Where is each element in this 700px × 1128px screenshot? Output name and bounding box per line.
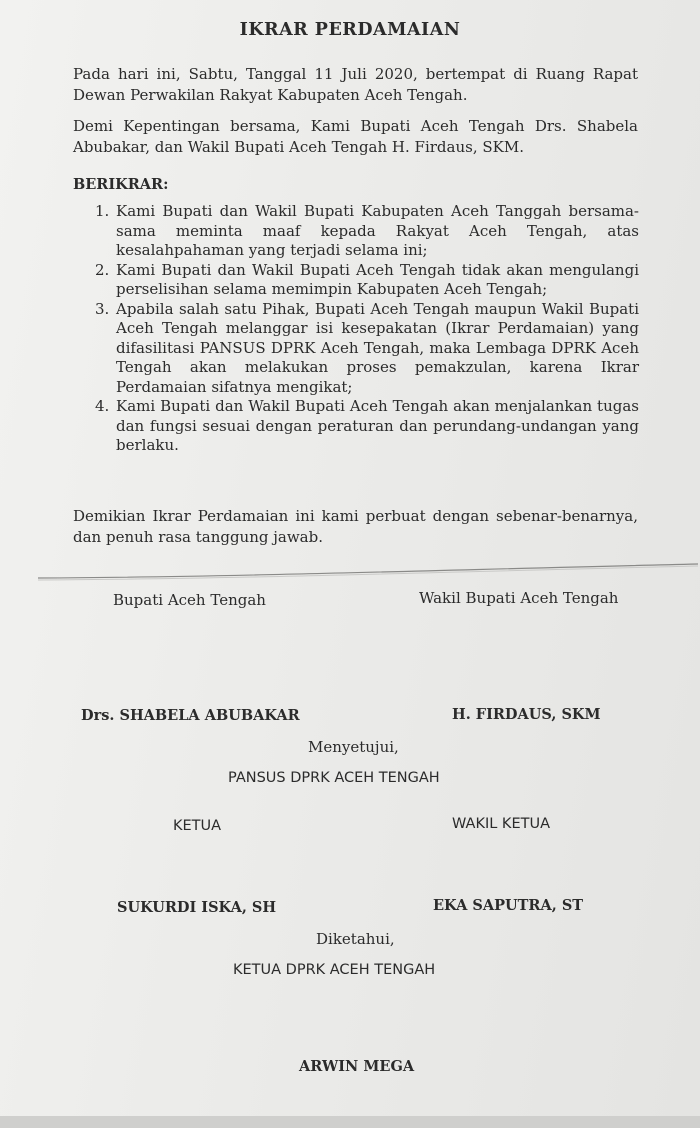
list-item: 1. Kami Bupati dan Wakil Bupati Kabupaten Aceh Tanggah bersama-sama meminta maaf kepada Rakyat Aceh Tengah, atas kesalahpahaman yang terjadi selama ini;: [95, 202, 639, 259]
wakil-bupati-name: H. FIRDAUS, SKM: [452, 706, 601, 723]
bupati-title: Bupati Aceh Tengah: [113, 591, 266, 609]
wakil-bupati-title: Wakil Bupati Aceh Tengah: [419, 589, 619, 607]
purpose-paragraph: Demi Kepentingan bersama, Kami Bupati Aceh Tengah Drs. Shabela Abubakar, dan Wakil Bupati Aceh Tengah H. Firdaus, SKM.: [73, 117, 638, 156]
paper-fold-line: [38, 562, 698, 586]
wakil-ketua-title: WAKIL KETUA: [452, 816, 550, 832]
declaration-list: [73, 202, 639, 456]
dprk-chair-name: ARWIN MEGA: [299, 1058, 415, 1075]
ketua-title: KETUA: [173, 818, 222, 834]
list-item-text: Kami Bupati dan Wakil Bupati Aceh Tengah akan menjalankan tugas dan fungsi sesuai dengan peraturan dan perundang-undangan yang berlaku.: [116, 397, 639, 454]
list-item: 4. Kami Bupati dan Wakil Bupati Aceh Tengah akan menjalankan tugas dan fungsi sesuai dengan peraturan dan perundang-undangan yang berlaku.: [95, 397, 639, 454]
acknowledged-label: Diketahui,: [316, 930, 395, 948]
page-edge: [0, 1116, 700, 1128]
list-item-text: Kami Bupati dan Wakil Bupati Kabupaten Aceh Tanggah bersama-sama meminta maaf kepada Rakyat Aceh Tengah, atas kesalahpahaman yang terjadi selama ini;: [116, 202, 639, 259]
dprk-chair-title: KETUA DPRK ACEH TENGAH: [233, 962, 436, 978]
opening-paragraph: Pada hari ini, Sabtu, Tanggal 11 Juli 2020, bertempat di Ruang Rapat Dewan Perwakilan Rakyat Kabupaten Aceh Tengah.: [73, 65, 638, 104]
list-item-text: Apabila salah satu Pihak, Bupati Aceh Tengah maupun Wakil Bupati Aceh Tengah melanggar isi kesepakatan (Ikrar Perdamaian) yang difasilitasi PANSUS DPRK Aceh Tengah, maka Lembaga DPRK Aceh Tengah akan melakukan proses pemakzulan, karena Ikrar Perdamaian sifatnya mengikat;: [116, 299, 639, 396]
list-item-text: Kami Bupati dan Wakil Bupati Aceh Tengah tidak akan mengulangi perselisihan selama memimpin Kabupaten Aceh Tengah;: [116, 260, 639, 298]
wakil-ketua-name: EKA SAPUTRA, ST: [433, 897, 584, 914]
approved-label: Menyetujui,: [308, 738, 399, 756]
declaration-label: BERIKRAR:: [73, 176, 169, 193]
pansus-title: PANSUS DPRK ACEH TENGAH: [228, 770, 440, 786]
list-item: 2. Kami Bupati dan Wakil Bupati Aceh Tengah tidak akan mengulangi perselisihan selama memimpin Kabupaten Aceh Tengah;: [95, 260, 639, 298]
closing-paragraph: Demikian Ikrar Perdamaian ini kami perbuat dengan sebenar-benarnya, dan penuh rasa tanggung jawab.: [73, 507, 638, 546]
list-item: 3. Apabila salah satu Pihak, Bupati Aceh Tengah maupun Wakil Bupati Aceh Tengah melanggar isi kesepakatan (Ikrar Perdamaian) yang difasilitasi PANSUS DPRK Aceh Tengah, maka Lembaga DPRK Aceh Tengah akan melakukan proses pemakzulan, karena Ikrar Perdamaian sifatnya mengikat;: [95, 299, 639, 396]
document-title: IKRAR PERDAMAIAN: [239, 20, 461, 40]
ketua-name: SUKURDI ISKA, SH: [117, 899, 277, 916]
bupati-name: Drs. SHABELA ABUBAKAR: [81, 707, 300, 724]
